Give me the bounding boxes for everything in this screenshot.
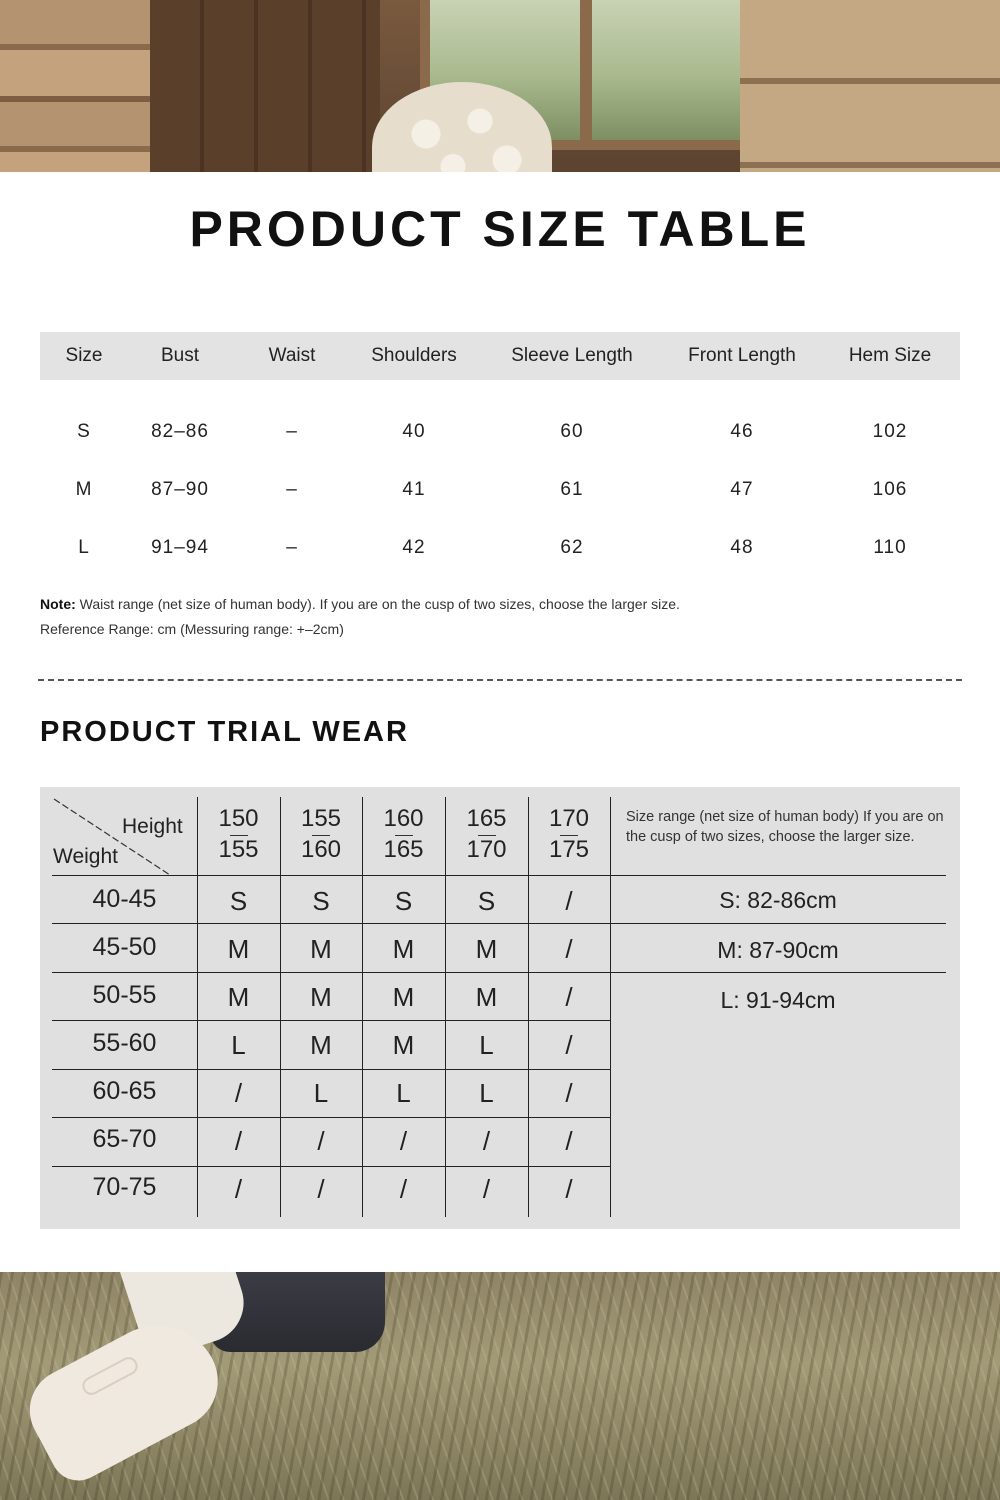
grid-line [52, 875, 946, 876]
cell-size: L [78, 537, 90, 558]
height-bottom: 165 [383, 836, 424, 863]
trial-wear-table [40, 787, 960, 1229]
header-waist: Waist [268, 345, 316, 366]
bust-range-l: L: 91-94cm [720, 987, 836, 1013]
height-top: 160 [383, 805, 424, 832]
size-cell: S [229, 886, 248, 916]
size-cell: / [565, 1126, 573, 1156]
cell-bust: 91–94 [151, 537, 209, 558]
size-cell: S [312, 886, 330, 916]
header-size: Size [65, 345, 103, 366]
height-range [197, 805, 280, 864]
size-cell: M [310, 982, 332, 1012]
grid-line [52, 1166, 610, 1167]
bust-range-s: S: 82-86cm [719, 887, 837, 913]
height-range [280, 805, 362, 864]
size-cell: L [479, 1078, 494, 1108]
reference-range-note: Reference Range: cm (Messuring range: +–2cm) [40, 621, 344, 637]
cell-size: M [75, 479, 93, 500]
size-cell: / [399, 1174, 408, 1204]
cell-shoulders: 41 [402, 479, 426, 500]
height-bottom: 170 [466, 836, 507, 863]
height-bottom: 155 [218, 836, 259, 863]
size-cell: / [482, 1174, 491, 1204]
height-range [362, 805, 445, 864]
size-cell: M [310, 934, 332, 964]
size-cell: M [475, 982, 498, 1012]
grid-line [52, 1117, 610, 1118]
note-text: Waist range (net size of human body). If you are on the cusp of two sizes, choose the larger size. [75, 596, 680, 612]
header-shoulders: Shoulders [371, 345, 457, 366]
grid-line [52, 1020, 610, 1021]
size-cell: / [317, 1174, 325, 1204]
size-cell: L [231, 1030, 246, 1060]
size-cell: M [475, 934, 498, 964]
size-cell: / [565, 1078, 573, 1108]
cell-hem-size: 106 [872, 479, 908, 500]
size-cell: M [392, 934, 415, 964]
size-cell: / [399, 1126, 408, 1156]
cell-shoulders: 40 [402, 421, 426, 442]
table-row [40, 413, 960, 453]
size-cell: S [394, 886, 413, 916]
cell-size: S [77, 421, 91, 442]
size-cell: / [234, 1174, 243, 1204]
grid-line [52, 972, 946, 973]
size-cell: M [392, 1030, 415, 1060]
height-bottom: 160 [300, 836, 342, 863]
size-cell: S [477, 886, 496, 916]
height-top: 170 [548, 805, 590, 832]
height-range [445, 805, 528, 864]
cell-hem-size: 110 [873, 537, 907, 558]
cell-shoulders: 42 [402, 537, 426, 558]
top-photo [0, 0, 1000, 172]
size-cell: M [392, 982, 415, 1012]
cell-waist: – [286, 421, 298, 442]
cell-bust: 87–90 [151, 479, 209, 500]
weight-label: 60-65 [92, 1077, 157, 1105]
height-range [528, 805, 610, 864]
table-row [40, 471, 960, 511]
wooden-wall-right [740, 0, 1000, 172]
header-front-length: Front Length [688, 345, 796, 366]
cell-waist: – [286, 479, 298, 500]
size-cell: L [479, 1030, 494, 1060]
size-cell: / [317, 1126, 325, 1156]
cell-waist: – [286, 537, 298, 558]
size-cell: L [313, 1078, 329, 1108]
cell-front-length: 47 [730, 479, 754, 500]
cell-front-length: 46 [730, 421, 754, 442]
weight-label: 40-45 [92, 885, 157, 913]
header-hem-size: Hem Size [848, 345, 932, 366]
bust-range-m: M: 87-90cm [717, 937, 839, 963]
dashed-divider [38, 679, 962, 681]
table-row [40, 529, 960, 569]
weight-label: 65-70 [92, 1125, 157, 1153]
height-top: 155 [300, 805, 342, 832]
size-cell: / [234, 1126, 243, 1156]
size-cell: M [227, 934, 250, 964]
bottom-photo [0, 1272, 1000, 1500]
height-top: 165 [466, 805, 507, 832]
corner-weight-label: Weight [53, 845, 118, 868]
size-cell: / [565, 934, 573, 964]
size-cell: / [234, 1078, 243, 1108]
header-bust: Bust [160, 345, 200, 366]
size-cell: / [565, 982, 573, 1012]
cell-sleeve-length: 61 [560, 479, 584, 500]
weight-label: 45-50 [92, 933, 157, 961]
size-cell: / [565, 1174, 573, 1204]
grid-line [52, 1069, 610, 1070]
cell-hem-size: 102 [872, 421, 908, 442]
size-cell: / [565, 1030, 573, 1060]
cell-bust: 82–86 [151, 421, 209, 442]
size-cell: / [482, 1126, 491, 1156]
size-cell: / [565, 886, 573, 916]
weight-label: 70-75 [92, 1173, 157, 1201]
page-title: PRODUCT SIZE TABLE [189, 201, 811, 257]
size-cell: M [310, 1030, 332, 1060]
size-cell: L [396, 1078, 411, 1108]
height-bottom: 175 [548, 836, 590, 863]
weight-label: 50-55 [92, 981, 157, 1009]
cell-sleeve-length: 62 [560, 537, 584, 558]
corner-height-label: Height [122, 815, 183, 838]
trial-wear-title: PRODUCT TRIAL WEAR [40, 716, 409, 748]
wooden-door [150, 0, 380, 172]
cell-front-length: 48 [730, 537, 754, 558]
size-table-header [40, 332, 960, 380]
grid-line [52, 923, 946, 924]
header-sleeve-length: Sleeve Length [511, 345, 633, 366]
size-note [40, 596, 680, 612]
size-range-note: Size range (net size of human body) If you are on the cusp of two sizes, choose the larger size. [626, 809, 944, 845]
height-top: 150 [218, 805, 259, 832]
size-cell: M [227, 982, 250, 1012]
cell-sleeve-length: 60 [560, 421, 584, 442]
wooden-wall-left [0, 0, 150, 172]
note-label: Note: [40, 596, 76, 612]
weight-label: 55-60 [92, 1029, 157, 1057]
